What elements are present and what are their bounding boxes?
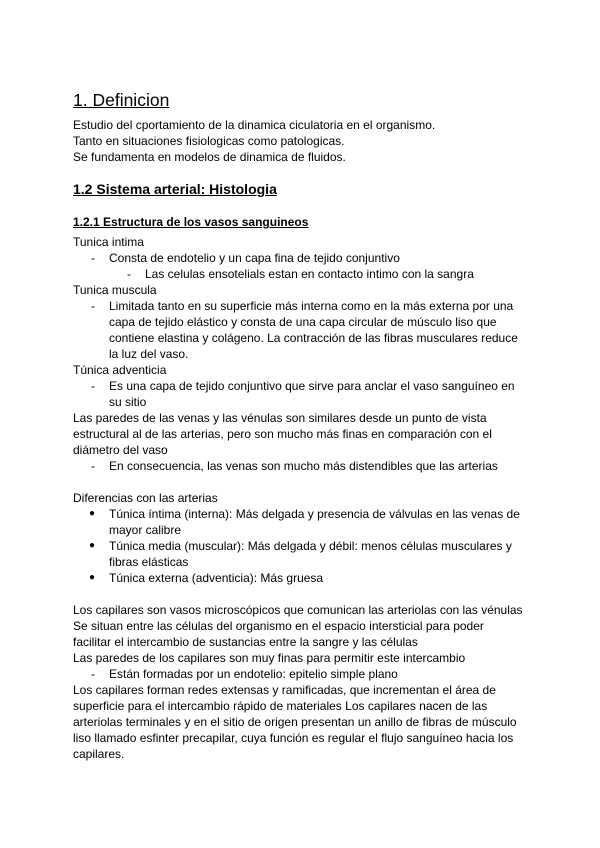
body-line: facilitar el intercambio de sustancias entre la sangre y las células [73, 635, 418, 649]
body-line: Túnica adventicia [73, 363, 167, 377]
dash-marker: - [91, 459, 95, 473]
intro-line: Estudio del cportamiento de la dinamica ciculatoria en el organismo. [73, 118, 436, 132]
body-line: diámetro del vaso [73, 443, 168, 457]
body-line: Diferencias con las arterias [73, 491, 218, 505]
body-line: Tunica intima [73, 235, 144, 249]
heading-estructura-vasos: 1.2.1 Estructura de los vasos sanguineos [73, 215, 309, 229]
list-item-line: Túnica externa (adventicia): Más gruesa [109, 571, 324, 585]
bullet-marker: ● [89, 572, 96, 583]
intro-line: Se fundamenta en modelos de dinamica de fluidos. [73, 150, 346, 164]
body-line: Tunica muscula [73, 283, 157, 297]
dash-marker: - [91, 251, 95, 265]
list-item-line: mayor calibre [109, 523, 182, 537]
dash-marker: - [91, 667, 95, 681]
body-line: superficie para el intercambio rápido de materiales Los capilares nacen de las [73, 699, 488, 713]
list-item-line: Túnica íntima (interna): Más delgada y presencia de válvulas en las venas de [109, 507, 520, 521]
list-item-line: contiene elastina y colágeno. La contracción de las fibras musculares reduce [109, 331, 518, 345]
heading-definicion: 1. Definicion [73, 90, 170, 110]
body-line: Las paredes de las venas y las vénulas son similares desde un punto de vista [73, 411, 487, 425]
list-item-line: Están formadas por un endotelio: epitelio simple plano [109, 667, 398, 681]
body-line: Se situan entre las células del organismo en el espacio intersticial para poder [73, 619, 484, 633]
body-line: estructural al de las arterias, pero son mucho más finas en comparación con el [73, 427, 492, 441]
body-line: arteriolas terminales y en el sitio de origen presentan un anillo de fibras de músculo [73, 715, 517, 729]
list-item-line: Limitada tanto en su superficie más interna como en la más externa por una [109, 299, 514, 313]
body-line: Los capilares forman redes extensas y ramificadas, que incrementan el área de [73, 683, 496, 697]
dash-marker: - [91, 379, 95, 393]
heading-sistema-arterial: 1.2 Sistema arterial: Histologia [73, 181, 277, 197]
dash-marker: - [127, 267, 131, 281]
list-item-line: la luz del vaso. [109, 347, 189, 361]
list-item-line: su sitio [109, 395, 147, 409]
bullet-marker: ● [89, 540, 96, 551]
list-item-line: Es una capa de tejido conjuntivo que sirve para anclar el vaso sanguíneo en [109, 379, 515, 393]
list-item-line: Las celulas ensotelials estan en contacto intimo con la sangra [145, 267, 474, 281]
body-line: Los capilares son vasos microscópicos que comunican las arteriolas con las vénulas [73, 603, 523, 617]
list-item-line: Túnica media (muscular): Más delgada y débil: menos células musculares y [109, 539, 512, 553]
body-line: liso llamado esfinter precapilar, cuya función es regular el flujo sanguíneo hacia los [73, 731, 514, 745]
bullet-marker: ● [89, 508, 96, 519]
body-line: capilares. [73, 747, 125, 761]
list-item-line: fibras elásticas [109, 555, 189, 569]
list-item-line: En consecuencia, las venas son mucho más distendibles que las arterias [109, 459, 498, 473]
body-line: Las paredes de los capilares son muy finas para permitir este intercambio [73, 651, 466, 665]
dash-marker: - [91, 299, 95, 313]
intro-line: Tanto en situaciones fisiologicas como patologicas. [73, 134, 345, 148]
list-item-line: capa de tejido elástico y consta de una capa circular de músculo liso que [109, 315, 497, 329]
list-item-line: Consta de endotelio y un capa fina de tejido conjuntivo [109, 251, 400, 265]
